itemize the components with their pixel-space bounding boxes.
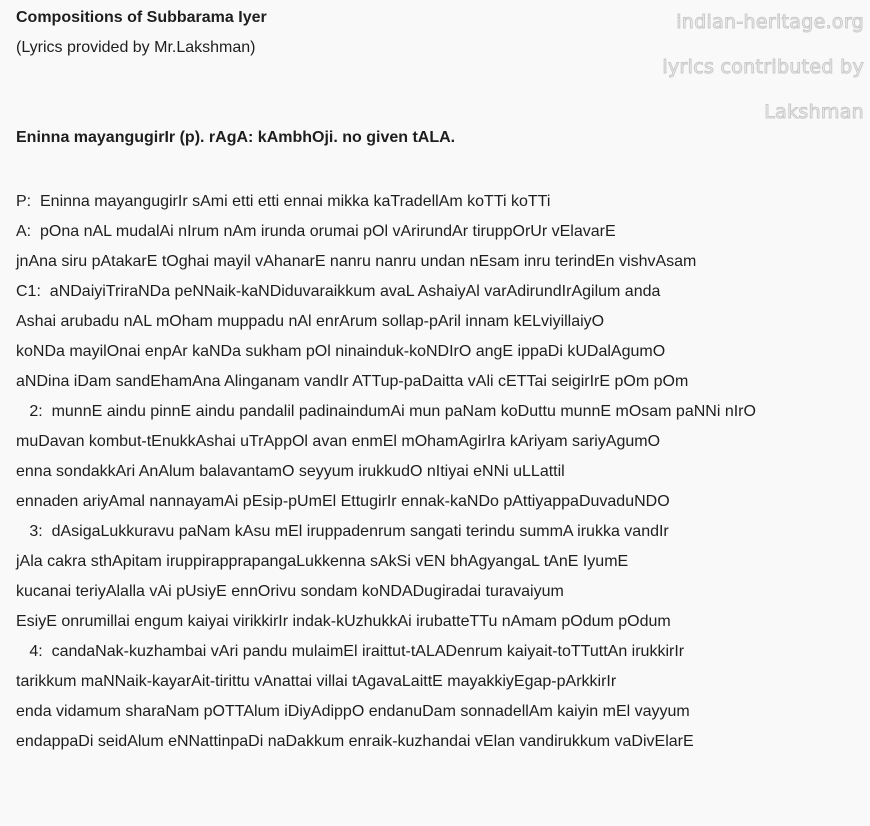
lyric-line: enna sondakkAri AnAlum balavantamO seyyum irukkudO nItiyai eNNi uLLattil	[16, 463, 565, 480]
lyric-line: EsiyE onrumillai engum kaiyai virikkirIr indak-kUzhukkAi irubatteTTu nAmam pOdum pOdum	[16, 613, 671, 630]
lyric-line: 3: dAsigaLukkuravu paNam kAsu mEl iruppadenrum sangati terindu summA irukka vandIr	[16, 523, 669, 540]
page-subtitle: (Lyrics provided by Mr.Lakshman)	[16, 39, 256, 56]
lyric-line: 2: munnE aindu pinnE aindu pandalil padinaindumAi mun paNam koDuttu munnE mOsam paNNi nIrO	[16, 403, 756, 420]
lyric-line: 4: candaNak-kuzhambai vAri pandu mulaimEl iraittut-tALADenrum kaiyait-toTTuttAn irukkirIr	[16, 643, 685, 660]
lyric-line: P: Eninna mayangugirIr sAmi etti etti ennai mikka kaTradellAm koTTi koTTi	[16, 193, 551, 210]
lyric-line: jAla cakra sthApitam iruppirapprapangaLukkenna sAkSi vEN bhAgyangaL tAnE IyumE	[16, 553, 629, 570]
lyrics-block	[16, 187, 866, 757]
lyric-line: A: pOna nAL mudalAi nIrum nAm irunda orumai pOl vArirundAr tiruppOrUr vElavarE	[16, 223, 616, 240]
song-title: Eninna mayangugirIr (p). rAgA: kAmbhOji. no given tALA.	[16, 129, 456, 146]
watermark-contributor: Lakshman	[764, 101, 864, 123]
watermark-contrib-line: lyrics contributed by	[662, 56, 864, 78]
page-title: Compositions of Subbarama Iyer	[16, 9, 267, 26]
lyric-line: kucanai teriyAlalla vAi pUsiyE ennOrivu sondam koNDADugiradai turavaiyum	[16, 583, 564, 600]
lyric-line: muDavan kombut-tEnukkAshai uTrAppOl avan enmEl mOhamAgirIra kAriyam sariyAgumO	[16, 433, 661, 450]
lyric-line: koNDa mayilOnai enpAr kaNDa sukham pOl ninainduk-koNDIrO angE ippaDi kUDalAgumO	[16, 343, 666, 360]
lyric-line: C1: aNDaiyiTriraNDa peNNaik-kaNDiduvaraikkum avaL AshaiyAl varAdirundIrAgilum anda	[16, 283, 661, 300]
lyric-line: ennaden ariyAmal nannayamAi pEsip-pUmEl EttugirIr ennak-kaNDo pAttiyappaDuvaduNDO	[16, 493, 670, 510]
lyric-line: jnAna siru pAtakarE tOghai mayil vAhanarE nanru nanru undan nEsam inru terindEn vishvAsam	[16, 253, 697, 270]
lyric-line: endappaDi seidAlum eNNattinpaDi naDakkum enraik-kuzhandai vElan vandirukkum vaDivElarE	[16, 733, 694, 750]
lyric-line: aNDina iDam sandEhamAna Alinganam vandIr ATTup-paDaitta vAli cETTai seigirIrE pOm pOm	[16, 373, 689, 390]
lyric-line: Ashai arubadu nAL mOham muppadu nAl enrArum sollap-pAril innam kELviyillaiyO	[16, 313, 605, 330]
watermark-site: indian-heritage.org	[676, 11, 864, 33]
watermark	[624, 0, 864, 135]
lyric-line: tarikkum maNNaik-kayarAit-tirittu vAnattai villai tAgavaLaittE mayakkiyEgap-pArkkirIr	[16, 673, 617, 690]
lyric-line: enda vidamum sharaNam pOTTAlum iDiyAdippO endanuDam sonnadellAm kaiyin mEl vayyum	[16, 703, 690, 720]
